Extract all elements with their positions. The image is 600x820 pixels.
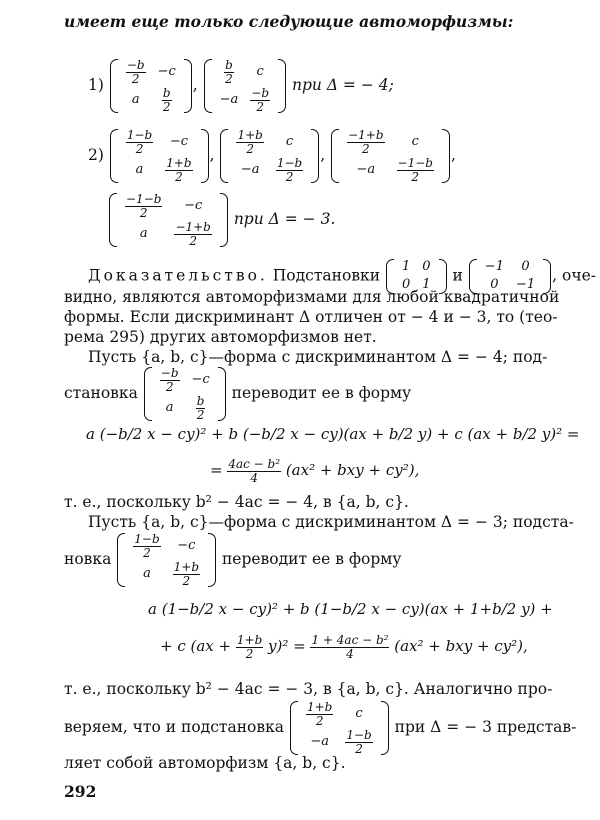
equation-2b: + c (ax + $\frac{1+b}{2}$ y)² = $\frac{\text{1 + 4ac − b²}}{4}$ (ax² + bxy + cy²),	[160, 633, 528, 661]
equation-1b: = $\frac{\text{4ac − b²}}{4}$ (ax² + bxy + cy²),	[210, 457, 420, 485]
proof-line-4: рема 295) других автоморфизмов нет.	[64, 328, 377, 346]
proof-line-7: т. е., поскольку b² − 4ac = − 4, в {a, b, c}.	[64, 493, 409, 511]
proof-line-5: Пусть {a, b, c}—форма с дискриминантом Δ = − 4; под-	[88, 348, 548, 366]
proof-line-3: формы. Если дискриминант Δ отличен от − 4 и − 3, то (тео-	[64, 308, 558, 326]
proof-line-10: т. е., поскольку b² − 4ac = − 3, в {a, b, c}. Аналогично про-	[64, 680, 553, 698]
item1-row: 1) $\frac{-b}{2}$ −c a $\frac{b}{2}$ , $\frac{b}{2}$ c −a $\frac{-b}{2}$ при Δ = − 4;	[88, 58, 394, 114]
matrix-subst-1: $\frac{-b}{2}$ −c a $\frac{b}{2}$	[143, 366, 227, 422]
item2-condition: при Δ = − 3.	[233, 210, 336, 229]
matrix-subst-3: $\frac{1+b}{2}$ c −a $\frac{1-b}{2}$	[289, 700, 390, 756]
matrix-1a: $\frac{-b}{2}$ −c a $\frac{b}{2}$	[109, 58, 193, 114]
equation-1a: a (−b/2 x − cy)² + b (−b/2 x − cy)(ax + b/2 y) + c (ax + b/2 y)² =	[86, 425, 580, 443]
proof-line-12: ляет собой автоморфизм {a, b, c}.	[64, 754, 346, 772]
matrix-subst-2: $\frac{1-b}{2}$ −c a $\frac{1+b}{2}$	[116, 532, 217, 588]
equation-2a: a (1−b/2 x − cy)² + b (1−b/2 x − cy)(ax + 1+b/2 y) +	[148, 600, 553, 618]
proof-line-2: видно, являются автоморфизмами для любой квадратичной	[64, 288, 560, 306]
item1-condition: при Δ = − 4;	[292, 76, 394, 95]
proof-heading: Доказательство.	[88, 266, 268, 285]
matrix-2b: $\frac{1+b}{2}$ c −a $\frac{1-b}{2}$	[219, 128, 320, 184]
proof-line-11: веряем, что и подстановка $\frac{1+b}{2}$ c −a $\frac{1-b}{2}$ при Δ = − 3 представ-	[64, 700, 577, 756]
matrix-1b: $\frac{b}{2}$ c −a $\frac{-b}{2}$	[203, 58, 287, 114]
intro-line: имеет еще только следующие автоморфизмы:	[64, 12, 514, 31]
item2-label: 2)	[88, 146, 104, 165]
matrix-2c: $\frac{-1+b}{2}$ c −a $\frac{-1-b}{2}$	[330, 128, 451, 184]
proof-line-8: Пусть {a, b, c}—форма с дискриминантом Δ = − 3; подста-	[88, 513, 574, 531]
proof-line-9: новка $\frac{1-b}{2}$ −c a $\frac{1+b}{2}$ переводит ее в форму	[64, 532, 402, 588]
item2-row2	[108, 192, 335, 248]
item2-row1: 2) $\frac{1-b}{2}$ −c a $\frac{1+b}{2}$ , $\frac{1+b}{2}$ c −a $\frac{1-b}{2}$ , $\frac{-1+b}{2}$ c −a $\frac{-1-b}{2}$ ,	[88, 128, 456, 184]
matrix-2d: $\frac{-1-b}{2}$ −c a $\frac{-1+b}{2}$	[108, 192, 229, 248]
page-number: 292	[64, 782, 97, 801]
negative-identity-matrix: −1 0 0 −1	[468, 258, 552, 295]
matrix-2a: $\frac{1-b}{2}$ −c a $\frac{1+b}{2}$	[109, 128, 210, 184]
proof-line-6: становка $\frac{-b}{2}$ −c a $\frac{b}{2}$ переводит ее в форму	[64, 366, 412, 422]
identity-matrix: 1 0 0 1	[385, 258, 448, 295]
proof-line-1: Доказательство. Подстановки 1 0 0 1 и −1 0 0 −1 , оче-	[88, 258, 596, 295]
item1-label: 1)	[88, 76, 104, 95]
